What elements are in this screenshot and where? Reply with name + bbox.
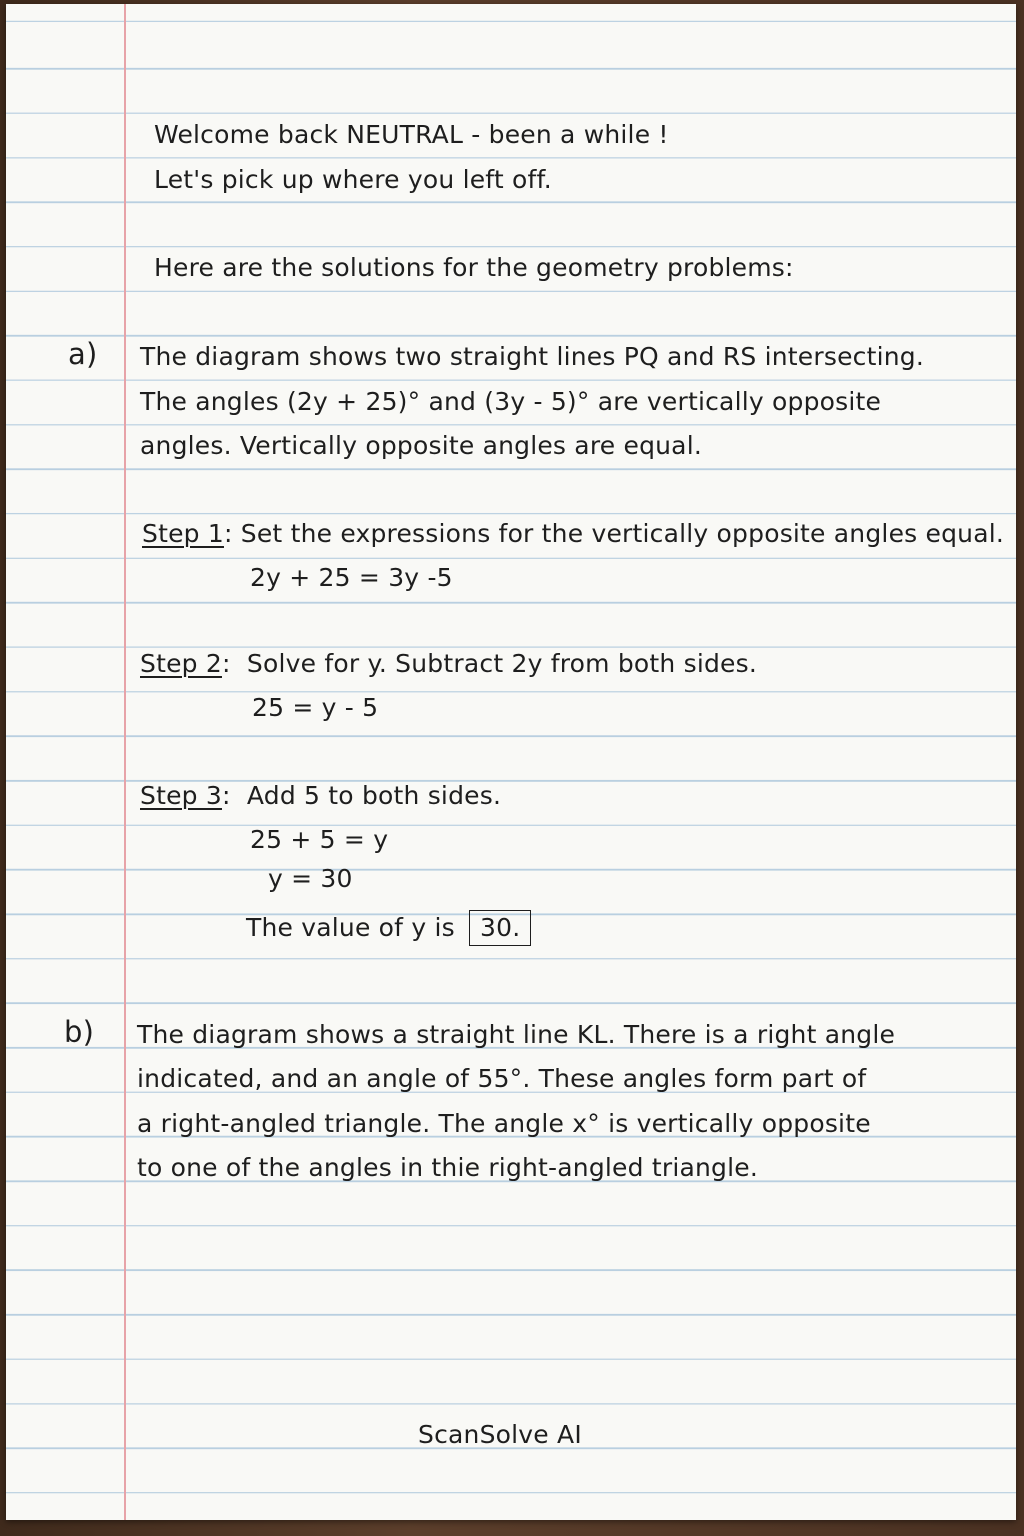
step-1-text: Set the expressions for the vertically opposite angles equal. bbox=[240, 519, 1005, 548]
step-2-label: Step 2 bbox=[140, 649, 222, 678]
step-2-row bbox=[140, 651, 757, 676]
answer-box: 30. bbox=[469, 910, 531, 946]
step-2-equation: 25 = y - 5 bbox=[252, 693, 379, 722]
step-3-row bbox=[140, 783, 501, 808]
step-3-label: Step 3 bbox=[140, 781, 222, 810]
answer-prefix: The value of y is bbox=[246, 913, 455, 942]
step-3-equation-1: 25 + 5 = y bbox=[250, 825, 389, 854]
greeting-line-1: Welcome back NEUTRAL - been a while ! bbox=[154, 120, 669, 149]
step-1-equation: 2y + 25 = 3y -5 bbox=[250, 563, 453, 592]
part-a-line-2: The angles (2y + 25)° and (3y - 5)° are vertically opposite bbox=[140, 387, 882, 416]
part-a-line-3: angles. Vertically opposite angles are equal. bbox=[140, 431, 702, 460]
part-b-line-1: The diagram shows a straight line KL. There is a right angle bbox=[137, 1020, 896, 1049]
step-3-colon: : bbox=[221, 781, 247, 810]
answer-row bbox=[246, 910, 531, 946]
step-1-colon: : bbox=[223, 519, 241, 548]
step-2-colon: : bbox=[221, 649, 247, 678]
step-1-label: Step 1 bbox=[142, 519, 224, 548]
part-b-line-3: a right-angled triangle. The angle x° is vertically opposite bbox=[137, 1109, 871, 1138]
greeting-line-2: Let's pick up where you left off. bbox=[154, 165, 552, 194]
step-1-row bbox=[142, 521, 1004, 546]
notebook-page bbox=[6, 4, 1016, 1520]
step-3-equation-2: y = 30 bbox=[268, 864, 353, 893]
part-b-line-4: to one of the angles in thie right-angled triangle. bbox=[137, 1153, 758, 1182]
margin-line bbox=[124, 4, 126, 1520]
part-b-label: b) bbox=[64, 1015, 95, 1049]
footer-brand: ScanSolve AI bbox=[418, 1420, 582, 1449]
part-a-line-1: The diagram shows two straight lines PQ and RS intersecting. bbox=[140, 342, 925, 371]
intro-text: Here are the solutions for the geometry problems: bbox=[154, 253, 794, 282]
part-a-label: a) bbox=[68, 337, 98, 371]
step-3-text: Add 5 to both sides. bbox=[246, 781, 502, 810]
part-b-line-2: indicated, and an angle of 55°. These angles form part of bbox=[137, 1064, 867, 1093]
step-2-text: Solve for y. Subtract 2y from both sides. bbox=[246, 649, 757, 678]
